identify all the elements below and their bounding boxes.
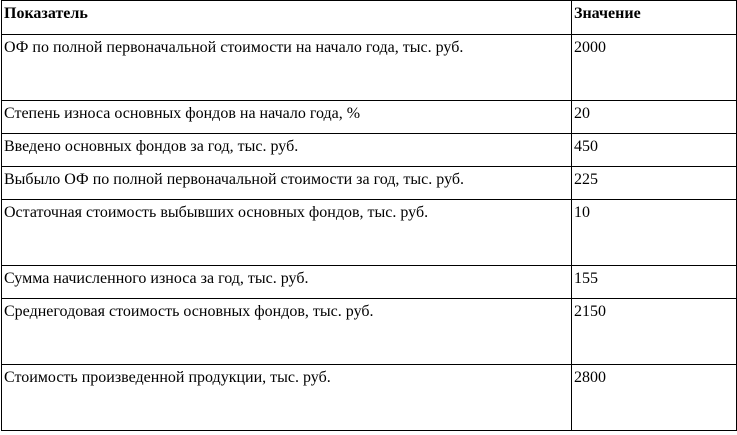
row-value: 2000 (572, 35, 737, 101)
table-row (2, 266, 737, 299)
row-label: Остаточная стоимость выбывших основных фондов, тыс. руб. (2, 200, 572, 266)
row-value: 450 (572, 134, 737, 167)
header-indicator: Показатель (2, 1, 572, 35)
table-row (2, 200, 737, 266)
row-label: Введено основных фондов за год, тыс. руб. (2, 134, 572, 167)
indicators-table (1, 0, 737, 431)
row-value: 2800 (572, 365, 737, 431)
table-row (2, 35, 737, 101)
row-label: Среднегодовая стоимость основных фондов, тыс. руб. (2, 299, 572, 365)
header-value: Значение (572, 1, 737, 35)
table-row (2, 101, 737, 134)
row-value: 225 (572, 167, 737, 200)
row-label: Стоимость произведенной продукции, тыс. руб. (2, 365, 572, 431)
row-value: 155 (572, 266, 737, 299)
row-label: Сумма начисленного износа за год, тыс. руб. (2, 266, 572, 299)
row-value: 10 (572, 200, 737, 266)
row-label: ОФ по полной первоначальной стоимости на начало года, тыс. руб. (2, 35, 572, 101)
table-row (2, 365, 737, 431)
table-row (2, 134, 737, 167)
table-row (2, 167, 737, 200)
row-label: Выбыло ОФ по полной первоначальной стоимости за год, тыс. руб. (2, 167, 572, 200)
row-value: 2150 (572, 299, 737, 365)
row-value: 20 (572, 101, 737, 134)
table-row (2, 299, 737, 365)
row-label: Степень износа основных фондов на начало года, % (2, 101, 572, 134)
table-header-row (2, 1, 737, 35)
